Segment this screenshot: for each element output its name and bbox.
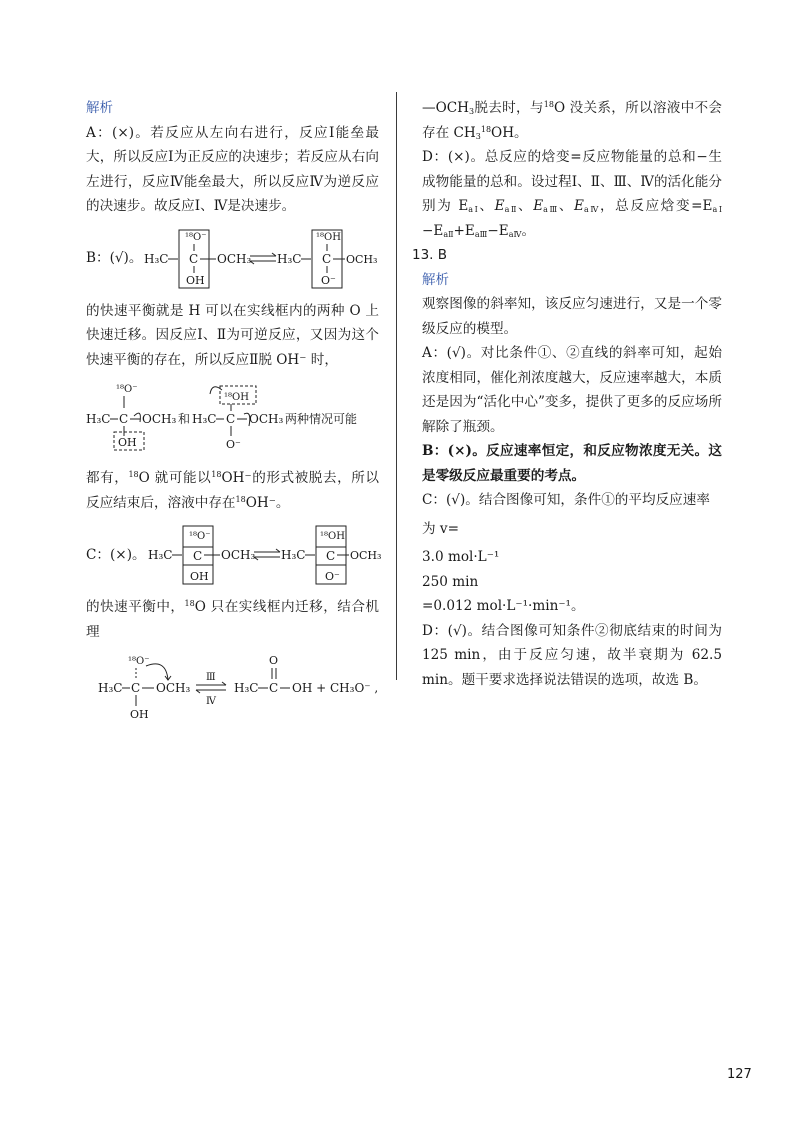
svg-text:O⁻: O⁻ (324, 570, 340, 583)
option-b-explanation: 的快速平衡就是 H 可以在实线框内的两种 O 上快速迁移。因反应Ⅰ、Ⅱ为可逆反应，又因为这个快速平衡的存在，所以反应Ⅱ脱 OH⁻ 时， (86, 302, 379, 368)
q13-option-d: D：(√)。结合图像可知条件②彻底结束的时间为 125 min，由于反应匀速，故半衰期为 62.5 min。题干要求选择说法错误的选项，故选 B。 (422, 622, 722, 688)
svg-text:Ⅳ: Ⅳ (206, 696, 216, 707)
equilibrium-diagram-b (86, 227, 379, 291)
svg-text:C: C (325, 549, 335, 563)
q13-intro: 观察图像的斜率知，该反应匀速进行，又是一个零级反应的模型。 (422, 296, 722, 337)
option-c-prefix: C：(×)。 (86, 546, 146, 563)
chem-structure-leaving (86, 380, 379, 458)
svg-text:C: C (269, 681, 279, 695)
option-d-text: D：(×)。总反应的焓变=反应物能量的总和−生成物能量的总和。设过程Ⅰ、Ⅱ、Ⅲ、Ⅳ的活化能分别为 $E_{aⅠ}$、$E_{aⅡ}$、$E_{aⅢ}$、$E_{aⅣ}$，总反应焓变$=E_{aⅠ} -E_{aⅡ}+E_{aⅢ}-E_{aⅣ}$。 (422, 149, 723, 239)
svg-text:C: C (226, 412, 236, 426)
svg-text:H₃C: H₃C (277, 251, 302, 266)
svg-text:H₃C: H₃C (192, 412, 217, 426)
column-divider (396, 92, 397, 680)
svg-text:OCH₃: OCH₃ (249, 412, 284, 426)
svg-text:H₃C: H₃C (98, 681, 123, 695)
svg-text:两种情况可能: 两种情况可能 (285, 412, 358, 426)
analysis-heading: 解析 (86, 100, 113, 116)
q13-option-a: A：(√)。对比条件①、②直线的斜率可知，起始浓度相同，催化剂浓度越大，反应速率越大，本质还是因为“活化中心”变多，提供了更多的反应场所解除了瓶颈。 (422, 345, 722, 435)
svg-text:H₃C: H₃C (147, 548, 173, 562)
svg-text:Ⅲ: Ⅲ (206, 672, 216, 683)
svg-text:OH + CH₃O⁻ ,: OH + CH₃O⁻ , (292, 681, 379, 695)
leaving-group-diagram (86, 380, 379, 458)
svg-text:和: 和 (178, 412, 191, 426)
svg-text:OCH₃: OCH₃ (220, 548, 255, 562)
mechanism-diagram (86, 652, 379, 724)
svg-text:O⁻: O⁻ (226, 438, 241, 451)
svg-text:OCH₃: OCH₃ (142, 412, 177, 426)
svg-text:OH: OH (186, 273, 206, 287)
svg-text:¹⁸O⁻: ¹⁸O⁻ (185, 231, 207, 243)
page-number: 127 (727, 1067, 752, 1082)
q13-option-c: C：(√)。结合图像可知，条件①的平均反应速率 (422, 492, 710, 508)
svg-text:OH: OH (118, 436, 137, 449)
svg-text:O⁻: O⁻ (321, 273, 337, 287)
svg-text:C: C (322, 251, 332, 266)
svg-text:H₃C: H₃C (144, 251, 169, 266)
svg-text:¹⁸O⁻: ¹⁸O⁻ (128, 656, 150, 667)
option-c-continued: $—OCH_3$脱去时，与$^{18}$O 没关系，所以溶液中不会存在 $CH_3^{18}OH$。 (422, 100, 723, 141)
svg-text:C: C (189, 251, 199, 266)
chem-structure-c (146, 523, 382, 587)
svg-text:H₃C: H₃C (280, 548, 306, 562)
option-b-prefix: B：(√)。 (86, 250, 143, 267)
analysis-heading-13: 解析 (422, 271, 449, 288)
svg-text:OH: OH (130, 708, 149, 721)
svg-text:H₃C: H₃C (86, 412, 111, 426)
svg-text:OCH₃: OCH₃ (349, 549, 382, 562)
svg-text:¹⁸OH: ¹⁸OH (319, 531, 345, 542)
chem-structure-b (142, 227, 378, 291)
svg-text:OH: OH (189, 570, 209, 583)
svg-text:¹⁸O⁻: ¹⁸O⁻ (188, 531, 211, 542)
option-c-text: 的快速平衡中，$^{18}$O 只在实线框内迁移，结合机理 (86, 599, 380, 640)
svg-text:¹⁸OH: ¹⁸OH (224, 392, 249, 403)
left-column (86, 96, 382, 732)
svg-text:O: O (269, 654, 279, 667)
svg-text:OCH₃: OCH₃ (156, 681, 191, 695)
svg-text:OCH₃: OCH₃ (346, 252, 378, 266)
svg-text:¹⁸OH: ¹⁸OH (316, 231, 342, 243)
svg-text:OCH₃: OCH₃ (217, 251, 252, 266)
question-number: 13. B (412, 247, 448, 263)
q13-option-b: B：(×)。反应速率恒定，和反应物浓度无关。这是零级反应最重要的考点。 (422, 443, 722, 484)
option-a-text: A：(×)。若反应从左向右进行，反应Ⅰ能垒最大，所以反应Ⅰ为正反应的决速步；若反应从右向左进行，反应Ⅳ能垒最大，所以反应Ⅳ为逆反应的决速步。故反应Ⅰ、Ⅳ是决速步。 (86, 124, 379, 214)
chem-mechanism (86, 652, 379, 724)
rate-equation: 为 v= (422, 520, 459, 537)
option-b-conclusion: 都有，$^{18}$O 就可能以$^{18}$OH⁻的形式被脱去，所以反应结束后，溶液中存在$^{18}$OH⁻。 (86, 470, 379, 511)
right-column: $—OCH_3$脱去时，与$^{18}$O 没关系，所以溶液中不会存在 $CH_3^{18}OH$。 D：(×)。总反应的焓变=反应物能量的总和−生成物能量的总和。设过程Ⅰ、Ⅱ、Ⅲ、Ⅳ的活化能分别为 $E_{aⅠ}$、$E_{aⅡ}$、$E_{aⅢ}$、$E_{aⅣ}$，总反应焓变$=E_{aⅠ} -E_{aⅡ}+E_{aⅢ}-E_{aⅣ}$。 13. B 解析 观察图像的斜率知，该反应匀速进行，又是一个零级反应的模型。 A：(√)。对比条件①、②直线的斜率可知，起始浓度相同，催化剂浓度越大，反应速率越大，本质还是因为“活化中心”变多，提供了更多的反应场所解除了瓶颈。 B：(×)。反应速率恒定，和反应物浓度无关。这是零级反应最重要的考点。 C：(√)。结合图像可知，条件①的平均反应速率 为 v= 3.0 mol·L⁻¹ 250 min =0.012 mol·L⁻¹·min⁻¹。 D：(√)。结合图像可知条件②彻底结束的时间为 125 min，由于反应匀速，故半衰期为 62.5 min。题干要求选择说法错误的选项，故选 B。 (422, 96, 722, 692)
svg-text:H₃C: H₃C (234, 681, 259, 695)
svg-text:C: C (192, 549, 202, 563)
svg-text:C: C (119, 412, 129, 426)
svg-text:C: C (131, 681, 141, 695)
equilibrium-diagram-c (86, 523, 382, 587)
svg-text:¹⁸O⁻: ¹⁸O⁻ (116, 384, 138, 395)
